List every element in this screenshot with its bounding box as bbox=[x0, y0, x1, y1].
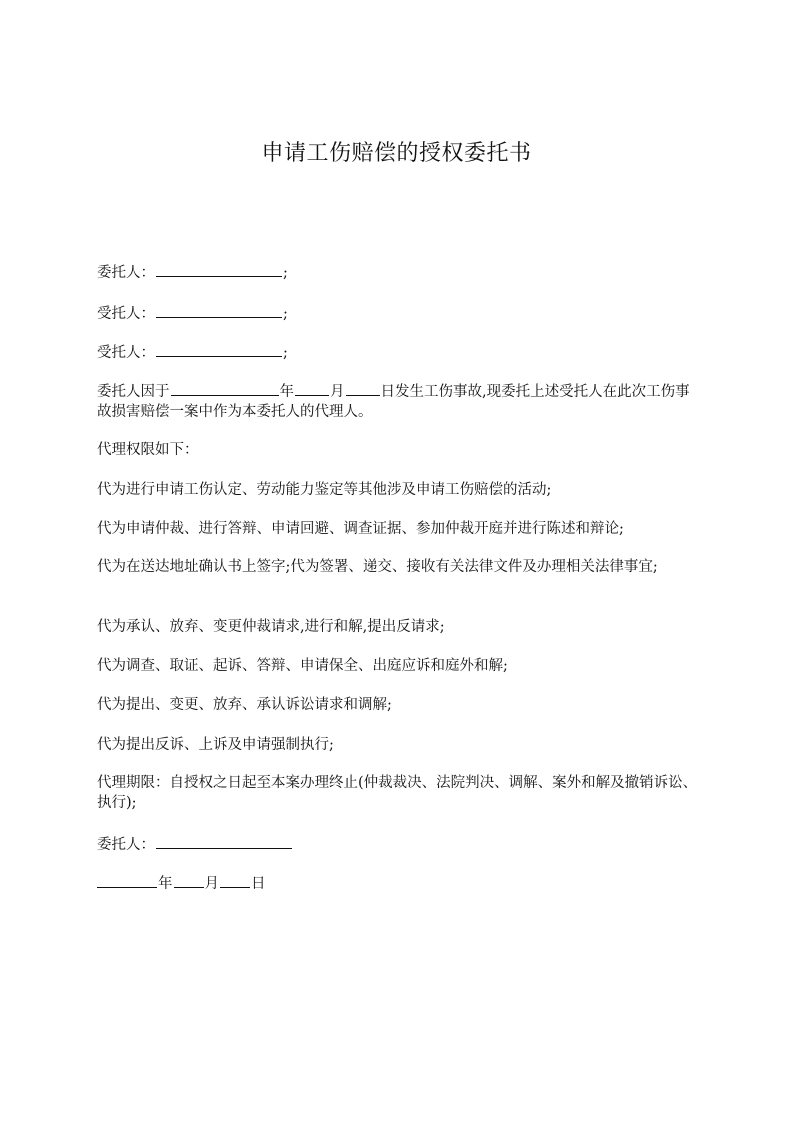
power-item: 代为调查、取证、起诉、答辩、申请保全、出庭应诉和庭外和解; bbox=[97, 658, 508, 674]
power-item: 代为提出反诉、上诉及申请强制执行; bbox=[97, 737, 334, 753]
signature-label: 委托人： bbox=[97, 837, 155, 853]
date-line bbox=[97, 873, 700, 894]
incident-prefix: 委托人因于 bbox=[97, 384, 170, 400]
incident-month-char: 月 bbox=[330, 384, 345, 400]
agent1-label: 受托人： bbox=[97, 306, 155, 322]
date-year-blank[interactable] bbox=[97, 873, 157, 888]
agent1-blank[interactable] bbox=[156, 303, 282, 318]
date-day-char: 日 bbox=[251, 876, 266, 892]
date-day-blank[interactable] bbox=[220, 873, 250, 888]
document-title: 申请工伤赔偿的授权委托书 bbox=[261, 141, 532, 166]
incident-text: 日发生工伤事故,现委托上述受托人在此次工伤事故损害赔偿一案中作为本委托人的代理人。 bbox=[97, 384, 690, 420]
agent2-semicolon: ; bbox=[283, 345, 288, 361]
signature-blank[interactable] bbox=[156, 834, 292, 849]
authority-heading: 代理权限如下： bbox=[97, 442, 199, 458]
date-month-blank[interactable] bbox=[174, 873, 204, 888]
agent2-label: 受托人： bbox=[97, 345, 155, 361]
agent2-line bbox=[97, 342, 700, 363]
agent1-line bbox=[97, 303, 700, 324]
principal-blank[interactable] bbox=[156, 262, 282, 277]
incident-paragraph bbox=[97, 381, 700, 422]
incident-month-blank[interactable] bbox=[295, 381, 329, 396]
date-year-char: 年 bbox=[158, 876, 173, 892]
incident-day-blank[interactable] bbox=[346, 381, 380, 396]
power-item: 代为提出、变更、放弃、承认诉讼请求和调解; bbox=[97, 697, 392, 713]
signature-line bbox=[97, 834, 700, 855]
power-item: 代为在送达地址确认书上签字;代为签署、递交、接收有关法律文件及办理相关法律事宜; bbox=[97, 559, 658, 575]
agent2-blank[interactable] bbox=[156, 342, 282, 357]
power-item: 代为承认、放弃、变更仲裁请求,进行和解,提出反请求; bbox=[97, 619, 445, 635]
incident-year-blank[interactable] bbox=[171, 381, 279, 396]
principal-semicolon: ; bbox=[283, 265, 288, 281]
incident-year-char: 年 bbox=[279, 384, 294, 400]
power-item: 代为申请仲裁、进行答辩、申请回避、调查证据、参加仲裁开庭并进行陈述和辩论; bbox=[97, 521, 624, 537]
principal-line bbox=[97, 262, 700, 283]
date-month-char: 月 bbox=[204, 876, 219, 892]
term-paragraph: 代理期限：自授权之日起至本案办理终止(仲裁裁决、法院判决、调解、案外和解及撤销诉讼、执行); bbox=[97, 775, 698, 811]
power-item: 代为进行申请工伤认定、劳动能力鉴定等其他涉及申请工伤赔偿的活动; bbox=[97, 482, 552, 498]
principal-label: 委托人： bbox=[97, 265, 155, 281]
agent1-semicolon: ; bbox=[283, 306, 288, 322]
